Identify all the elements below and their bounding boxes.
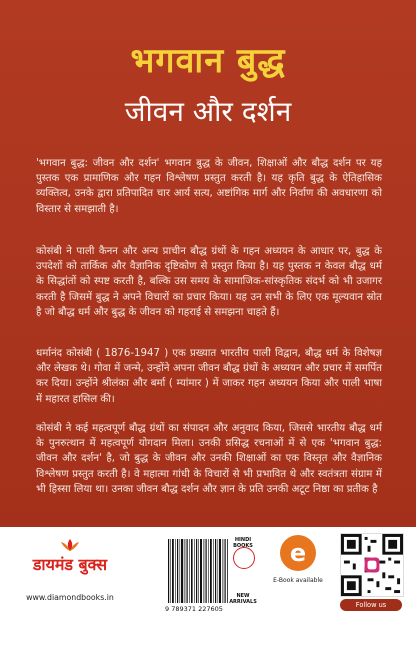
blurb-paragraph-1: 'भगवान बुद्ध: जीवन और दर्शन' भगवान बुद्ध के जीवन, शिक्षाओं और बौद्ध दर्शन पर यह पुस्तक एक प्रामाणिक और गहन विश्लेषण प्रस्तुत करती है। यह कृति बुद्ध के ऐतिहासिक व्यक्तित्व, उनके द्वारा प्रतिपादित चार आर्य सत्य, अष्टांगिक मार्ग और निर्वाण की अवधारणा को विस्तार से समझाती है। (36, 158, 382, 215)
ebook-icon: e (280, 535, 316, 571)
lotus-icon (60, 539, 80, 551)
ebook-label: E-Book available (273, 577, 323, 584)
author-bio-paragraph-2: कोसंबी ने कई महत्वपूर्ण बौद्ध ग्रंथों का संपादन और अनुवाद किया, जिससे भारतीय बौद्ध धर्म के पुनरुत्थान में महत्वपूर्ण योगदान मिला। उनकी प्रसिद्ध रचनाओं में से एक 'भगवान बुद्ध: जीवन और दर्शन' है, जो बुद्ध के जीवन और उनकी शिक्षाओं का एक विस्तृत और वैज्ञानिक विश्लेषण प्रस्तुत करती है। वे महात्मा गांधी के विचारों से भी प्रभावित थे और स्वतंत्रता संग्राम में भी हिस्सा लिया था। उनका जीवन बौद्ध दर्शन और ज्ञान के प्रति उनकी अटूट निष्ठा का प्रतीक है (36, 423, 382, 495)
publisher-website[interactable]: www.diamondbooks.in (26, 593, 114, 602)
publisher-name: डायमंड बुक्स (32, 555, 108, 574)
hindi-books-logo-icon (233, 547, 255, 569)
book-title: भगवान बुद्ध (130, 41, 286, 81)
follow-us-panel[interactable] (334, 533, 410, 623)
new-arrivals-label: NEW ARRIVALS (229, 593, 257, 605)
barcode-icon (168, 539, 228, 603)
hindi-books-badge (229, 537, 257, 603)
qr-code-graphic (341, 534, 403, 596)
blurb-paragraph-2: कोसंबी ने पाली कैनन और अन्य प्राचीन बौद्ध ग्रंथों के गहन अध्ययन के आधार पर, बुद्ध के उपदेशों को तार्किक और वैज्ञानिक दृष्टिकोण से प्रस्तुत किया है। यह पुस्तक न केवल बौद्ध धर्म के सिद्धांतों को स्पष्ट करती है, बल्कि उस समय के सामाजिक-सांस्कृतिक संदर्भ को भी उजागर करती है जिसमें बुद्ध ने अपने विचारों का प्रचार किया। यह उन सभी के लिए एक मूल्यवान स्रोत है जो बौद्ध धर्म और बुद्ध के जीवन को गहराई से समझना चाहते हैं। (36, 246, 382, 318)
hindi-books-label: HINDI BOOKS (233, 537, 253, 549)
ebook-badge[interactable] (268, 535, 328, 611)
barcode-panel (165, 535, 259, 625)
back-cover-footer (0, 527, 416, 649)
isbn-number: 9 789371 227605 (165, 605, 223, 613)
book-subtitle: जीवन और दर्शन (124, 95, 292, 128)
author-bio-paragraph-1: धर्मानंद कोसंबी ( 1876-1947 ) एक प्रख्यात भारतीय पाली विद्वान, बौद्ध धर्म के विशेषज्ञ और लेखक थे। गोवा में जन्मे, उन्होंने अपना जीवन बौद्ध ग्रंथों के अध्ययन और प्रचार में समर्पित कर दिया। उन्होंने श्रीलंका और बर्मा ( म्यांमार ) में जाकर गहन अध्ययन किया और पाली भाषा में महारत हासिल की। (36, 348, 382, 405)
qr-code-icon[interactable] (340, 533, 404, 597)
follow-us-label: Follow us (340, 599, 402, 611)
